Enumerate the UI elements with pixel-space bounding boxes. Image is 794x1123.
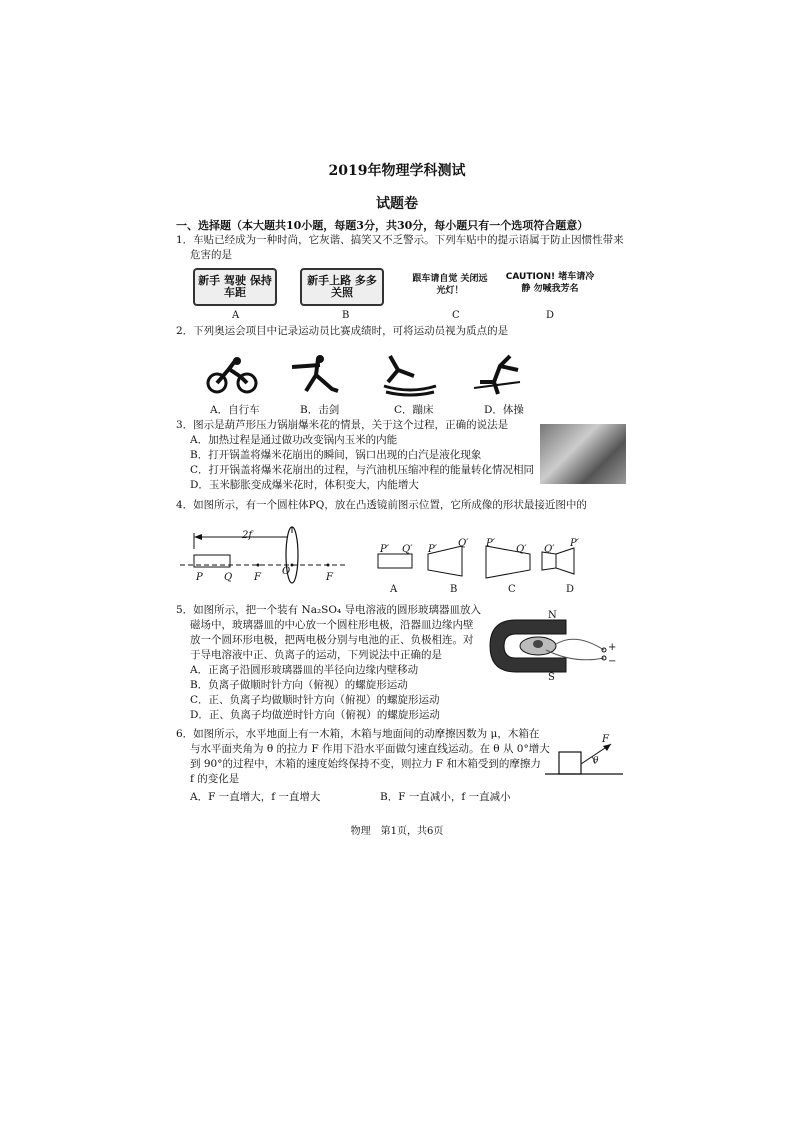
q4-b-q-prime: Q′ — [458, 538, 469, 549]
q4-choice-b: B — [450, 584, 458, 595]
q5-label-plus: + — [608, 642, 617, 653]
q2-option-a: A．自行车 — [210, 404, 260, 416]
q6-option-a: A．F 一直增大，f 一直增大 — [190, 791, 321, 803]
sticker-b-image — [300, 268, 384, 306]
sticker-b-text: 新手上路 多多关照 — [307, 274, 377, 299]
q5-option-a: A．正离子沿圆形玻璃器皿的半径向边缘内壁移动 — [190, 664, 419, 676]
sticker-c-text: 跟车请自觉 关闭远光灯！ — [412, 274, 488, 296]
cyclist-icon — [205, 355, 265, 395]
q6-label-f: F — [602, 734, 609, 745]
q3-option-d: D．玉米膨胀变成爆米花时，体积变大，内能增大 — [190, 479, 419, 491]
crate-diagram — [545, 738, 625, 778]
q2-option-d: D．体操 — [484, 404, 524, 416]
q4-choice-d: D — [566, 584, 575, 595]
q3-option-b: B．打开锅盖将爆米花崩出的瞬间，锅口出现的白汽是液化现象 — [190, 449, 482, 461]
sticker-a-text: 新手 驾驶 保持车距 — [198, 274, 272, 299]
lens-diagram — [180, 525, 350, 585]
q5-label-minus: − — [608, 656, 617, 667]
q6-line-2: 与水平面夹角为 θ 的拉力 F 作用下沿水平面做匀速直线运动。在 θ 从 0°增大 — [190, 743, 550, 755]
q4-a-p-prime: P′ — [380, 544, 389, 555]
q4-label-f2: F — [326, 572, 333, 583]
q3-line-1: 3．图示是葫芦形压力锅崩爆米花的情景，关于这个过程，正确的说法是 — [176, 419, 509, 431]
popcorn-machine-photo — [540, 424, 626, 484]
q4-a-q-prime: Q′ — [402, 544, 413, 555]
q4-label-2f: 2f — [242, 530, 253, 541]
q4-line-1: 4．如图所示，有一个圆柱体PQ，放在凸透镜前图示位置，它所成像的形状最接近图中的 — [176, 499, 587, 511]
q5-line-3: 放一个圆环形电极，把两电极分别与电池的正、负极相连。对 — [190, 634, 474, 646]
q1-line-1: 1．车贴已经成为一种时尚，它灰谐、搞笑又不乏警示。下列车贴中的提示语属于防止因惯性带来 — [176, 234, 624, 246]
q5-line-2: 磁场中，玻璃器皿的中心放一个圆柱形电极，沿器皿边缘内壁 — [190, 619, 474, 631]
q4-c-p-prime: P′ — [486, 538, 495, 549]
q2-option-b: B．击剑 — [300, 404, 340, 416]
q1-line-2: 危害的是 — [190, 249, 232, 261]
sticker-d-image — [505, 262, 595, 304]
q6-line-1: 6．如图所示，水平地面上有一木箱，木箱与地面间的动摩擦因数为 μ，木箱在 — [176, 728, 540, 740]
q6-option-b: B．F 一直减小，f 一直减小 — [380, 791, 511, 803]
page-subtitle: 试题卷 — [376, 196, 418, 212]
q4-d-q-prime: Q′ — [544, 544, 555, 555]
q5-line-1: 5．如图所示，把一个装有 Na₂SO₄ 导电溶液的圆形玻璃器皿放入 — [176, 604, 482, 616]
q4-b-p-prime: P′ — [428, 544, 437, 555]
q1-label-a: A — [232, 310, 240, 321]
q5-label-s: S — [548, 672, 555, 683]
sticker-a-image — [193, 268, 277, 306]
q5-option-d: D．正、负离子均做逆时针方向（俯视）的螺旋形运动 — [190, 709, 440, 721]
q5-option-c: C．正、负离子均做顺时针方向（俯视）的螺旋形运动 — [190, 694, 440, 706]
sticker-d-text: CAUTION! 堵车请冷静 勿喊我芳名 — [505, 272, 595, 294]
q5-line-4: 于导电溶液中正、负离子的运动，下列说法中正确的是 — [190, 649, 442, 661]
q4-label-p: P — [196, 572, 203, 583]
section-heading: 一、选择题（本大题共10小题，每题3分，共30分，每小题只有一个选项符合题意） — [176, 219, 589, 232]
q2-option-c: C．蹦床 — [394, 404, 434, 416]
q4-label-f: F — [254, 572, 261, 583]
page-title: 2019年物理学科测试 — [328, 163, 466, 179]
fencer-icon — [290, 355, 350, 395]
q1-label-c: C — [452, 310, 460, 321]
q4-c-q-prime: Q′ — [516, 544, 527, 555]
q4-choice-c: C — [508, 584, 516, 595]
q5-label-n: N — [548, 610, 557, 621]
q6-label-theta: θ — [593, 756, 599, 766]
q6-line-3: 到 90°的过程中，木箱的速度始终保持不变，则拉力 F 和木箱受到的摩擦力 — [190, 758, 541, 770]
q2-line-1: 2．下列奥运会项目中记录运动员比赛成绩时，可将运动员视为质点的是 — [176, 325, 509, 337]
q6-line-4: f 的变化是 — [190, 773, 240, 785]
page-footer: 物理 第1页，共6页 — [350, 826, 444, 837]
sticker-c-image — [410, 268, 490, 302]
q4-label-q: Q — [224, 572, 233, 583]
q1-label-b: B — [342, 310, 350, 321]
q1-label-d: D — [546, 310, 555, 321]
q5-option-b: B．负离子做顺时针方向（俯视）的螺旋形运动 — [190, 679, 408, 691]
q4-d-p-prime: P′ — [570, 538, 579, 549]
q4-label-o: O — [282, 566, 291, 577]
q4-choice-a: A — [390, 584, 398, 595]
gymnast-icon — [470, 352, 530, 396]
q3-option-a: A．加热过程是通过做功改变锅内玉米的内能 — [190, 434, 398, 446]
q3-option-c: C．打开锅盖将爆米花崩出的过程，与汽油机压缩冲程的能量转化情况相同 — [190, 464, 535, 476]
trampoline-icon — [380, 352, 440, 396]
